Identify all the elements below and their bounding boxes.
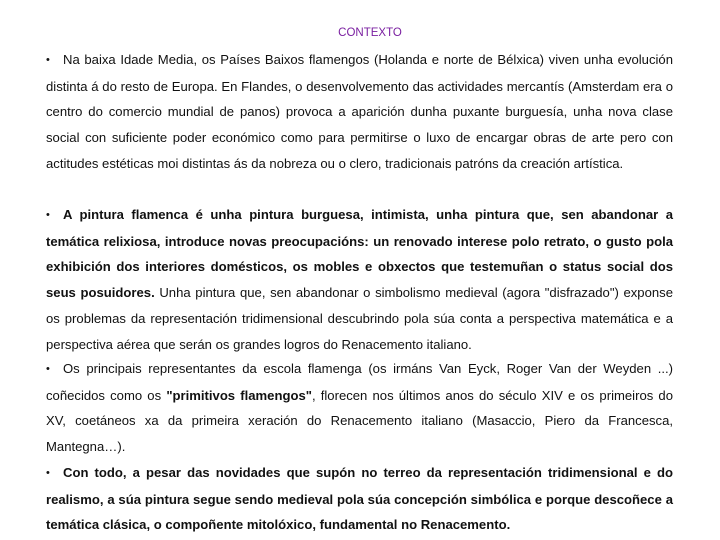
paragraph-text: Unha pintura que, sen abandonar o simbolismo medieval (agora "disfrazado") exponse os problemas da representación tridimensional descubrindo pola súa conta a perspectiva matemática e a perspectiva aérea que serán os grandes logros do Renacemento italiano.	[46, 285, 673, 352]
paragraph-flemish-painting	[46, 202, 673, 357]
paragraph-medieval-context	[46, 47, 673, 177]
paragraph-bold-text: Con todo, a pesar das novidades que supón no terreo da representación tridimensional e do realismo, a súa pintura segue sendo medieval pola súa concepción simbólica e porque descoñece a temática clásica, o compoñente mitolóxico, fundamental no Renacemento.	[46, 465, 673, 533]
paragraph-text: Na baixa Idade Media, os Países Baixos flamengos (Holanda e norte de Bélxica) viven unha evolución distinta á do resto de Europa. En Flandes, o desenvolvemento das actividades mercantís (Amsterdam era o centro do comercio mundial de panos) provoca a aparición dunha puxante burguesía, unha nova clase social con suficiente poder económico como para permitirse o luxo de encargar obras de arte pero con actitudes estéticas moi distintas ás da nobreza ou o clero, tradicionais patróns da creación artística.	[46, 52, 673, 171]
paragraph-representatives	[46, 356, 673, 460]
paragraph-medieval-conclusion	[46, 460, 673, 538]
bullet-icon: •	[46, 209, 50, 221]
paragraph-bold-term: "primitivos flamengos"	[166, 387, 312, 403]
bullet-icon: •	[46, 467, 50, 479]
bullet-icon: •	[46, 54, 50, 66]
paragraph-text-before: Os principais representantes da escola flamenga (os irmáns Van Eyck, Roger Van der Weyden ...) coñecidos como os	[46, 361, 673, 403]
paragraph-bold-text: A pintura flamenca é unha pintura burguesa, intimista, unha pintura que, sen abandonar a temática relixiosa, introduce novas preocupacións: un renovado interese polo retrato, o gusto pola exhibición dos interiores domésticos, os mobles e obxectos que testemuñan o status social dos seus posuidores.	[46, 207, 673, 301]
paragraph-text-after: , florecen nos últimos anos do século XIV e os primeiros do XV, coetáneos xa da primeira xeración do Renacemento italiano (Masaccio, Piero da Francesca, Mantegna…).	[46, 387, 673, 455]
bullet-icon: •	[46, 363, 50, 375]
page-title: CONTEXTO	[338, 27, 402, 39]
